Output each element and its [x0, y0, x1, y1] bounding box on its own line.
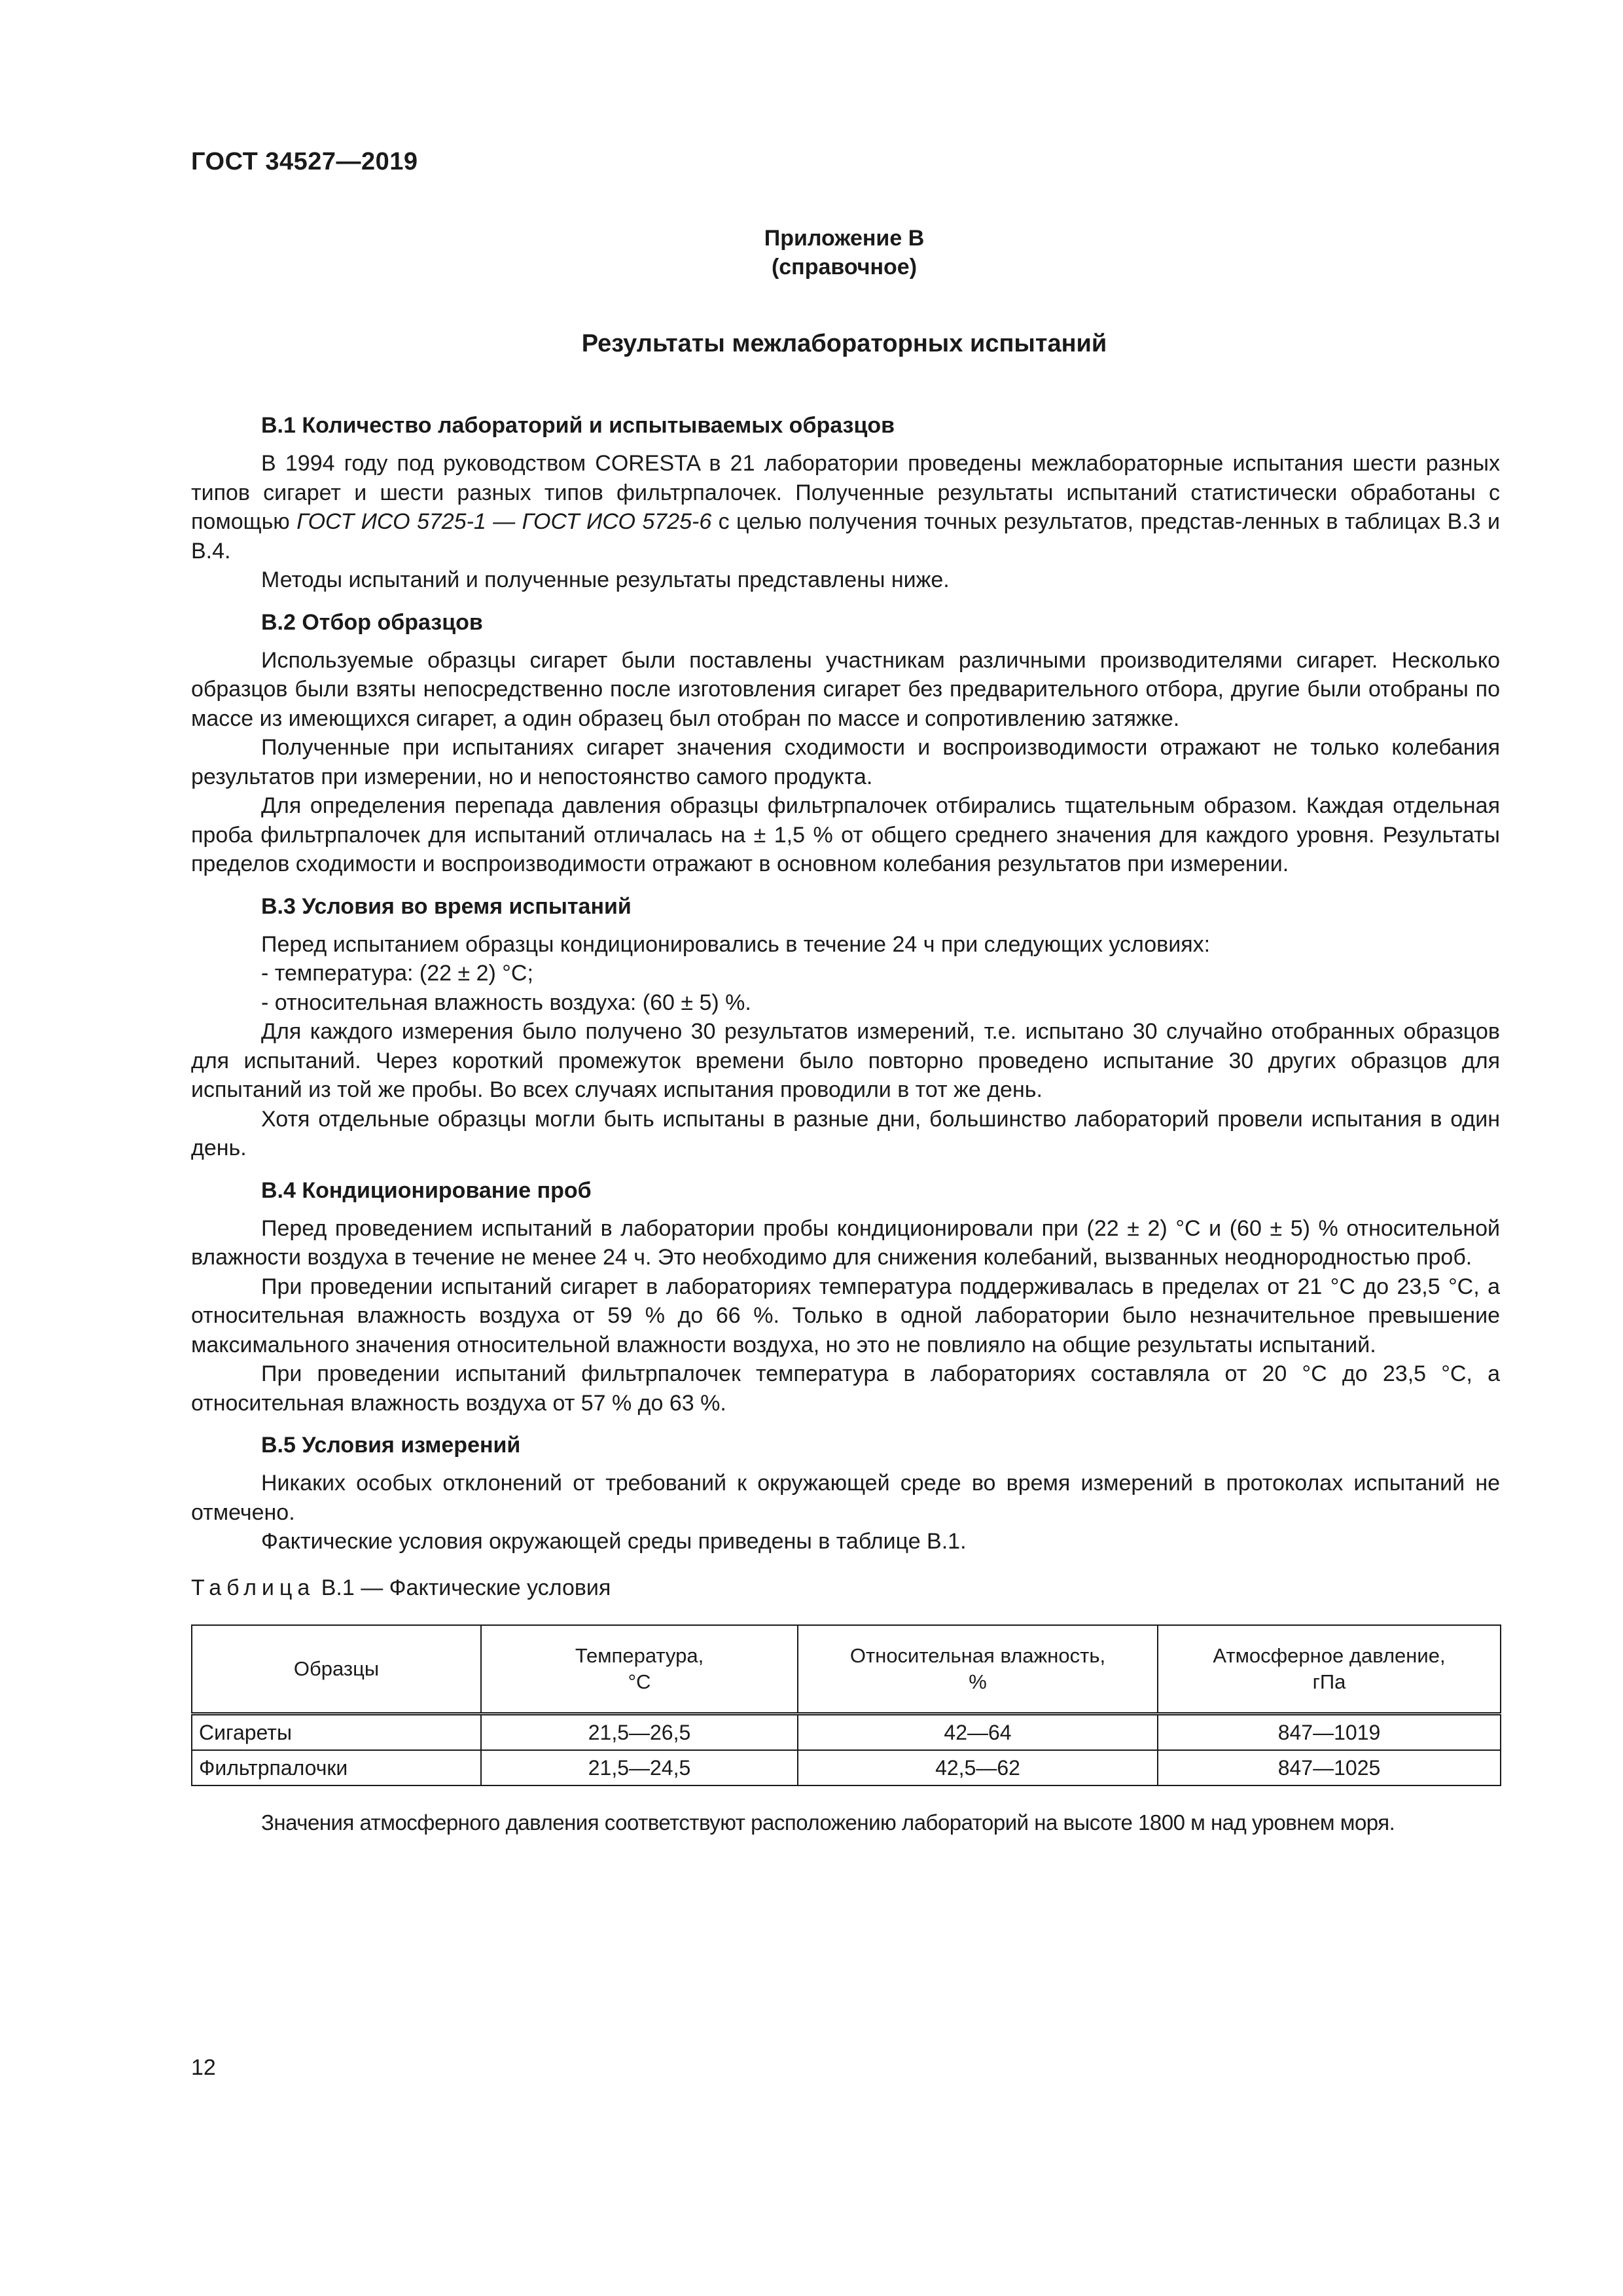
table-cell-pressure: 847—1019 [1158, 1714, 1501, 1751]
table-cell-temperature: 21,5—24,5 [481, 1750, 798, 1785]
standard-reference: ГОСТ ИСО 5725-1 — ГОСТ ИСО 5725-6 [296, 509, 712, 534]
paragraph-b3-1: Перед испытанием образцы кондиционировались в течение 24 ч при следующих условиях: [261, 931, 1211, 957]
list-item-temperature: - температура: (22 ± 2) °С; [261, 961, 533, 986]
table-caption-text: В.1 — Фактические условия [315, 1575, 611, 1600]
appendix-title: Приложение В [764, 226, 925, 251]
header-humidity [798, 1625, 1158, 1714]
document-body [191, 411, 1500, 1838]
page-number: 12 [191, 2055, 216, 2080]
paragraph-b5-1: Никаких особых отклонений от требований к окружающей среде во время измерений в протоколах испытаний не отмечено. [191, 1471, 1500, 1525]
paragraph-b1-2: Методы испытаний и полученные результаты представлены ниже. [261, 567, 950, 592]
header-samples-text: Образцы [293, 1657, 380, 1680]
table-cell-humidity: 42—64 [798, 1714, 1158, 1751]
table-cell-sample: Фильтрпалочки [192, 1750, 481, 1785]
section-heading-b4: В.4 Кондиционирование проб [261, 1177, 592, 1203]
table-row [192, 1750, 1501, 1785]
paragraph-b3-2: Для каждого измерения было получено 30 результатов измерений, т.е. испытано 30 случайно отобранных образцов для испытаний. Через короткий промежуток времени было повторно проведено испытание 30 других образцов для испытаний из той же пробы. Во всех случаях испытания проводили в тот же день. [191, 1019, 1500, 1102]
paragraph-b5-2: Фактические условия окружающей среды приведены в таблице В.1. [261, 1529, 967, 1554]
appendix-main-title: Результаты межлабораторных испытаний [581, 330, 1107, 357]
header-temperature-text: Температура, [575, 1644, 704, 1667]
table-cell-humidity: 42,5—62 [798, 1750, 1158, 1785]
table-caption-label: Таблица [191, 1575, 315, 1600]
paragraph-b1-1-text-a: В 1994 году под руководством CORESTA в 21 лаборатории проведены межлабораторные испытания шести разных типов сигарет и шести разных типов фильтрпалочек. Полученные результаты испытаний статистически обработаны с помощью [191, 451, 1500, 534]
paragraph-b2-3: Для определения перепада давления образцы фильтрпалочек отбирались тщательным образом. Каждая отдельная проба фильтрпалочек для испытаний отличалась на ± 1,5 % от общего среднего значения для каждого уровня. Результаты пределов сходимости и воспроизводимости отражают в основном колебания результатов при измерении. [191, 793, 1500, 876]
header-pressure-unit: гПа [1312, 1670, 1346, 1693]
table-cell-sample: Сигареты [192, 1714, 481, 1751]
table-header-row [192, 1625, 1501, 1714]
section-heading-b1: В.1 Количество лабораторий и испытываемых образцов [261, 413, 895, 438]
paragraph-b4-3: При проведении испытаний фильтрпалочек температура в лабораториях составляла от 20 °С до 23,5 °С, а относительная влажность воздуха от 57 % до 63 %. [191, 1361, 1500, 1416]
table-cell-temperature: 21,5—26,5 [481, 1714, 798, 1751]
document-code: ГОСТ 34527—2019 [191, 148, 418, 175]
conditions-table [191, 1624, 1501, 1786]
table-row [192, 1714, 1501, 1751]
header-temperature-unit: °С [628, 1670, 651, 1693]
section-heading-b2: В.2 Отбор образцов [261, 609, 483, 635]
section-heading-b5: В.5 Условия измерений [261, 1433, 521, 1458]
paragraph-b4-1: Перед проведением испытаний в лаборатории пробы кондиционировали при (22 ± 2) °С и (60 ± 5) % относительной влажности воздуха в течение не менее 24 ч. Это необходимо для снижения колебаний, вызванных неоднородностью проб. [191, 1215, 1500, 1270]
paragraph-b3-3: Хотя отдельные образцы могли быть испытаны в разные дни, большинство лабораторий провели испытания в один день. [191, 1106, 1500, 1160]
table-cell-pressure: 847—1025 [1158, 1750, 1501, 1785]
header-samples [192, 1625, 481, 1714]
header-pressure [1158, 1625, 1501, 1714]
paragraph-b1-1 [191, 449, 1500, 565]
paragraph-b2-1: Используемые образцы сигарет были поставлены участникам различными производителями сигарет. Несколько образцов были взяты непосредственно после изготовления сигарет без предварительного отбора, другие были отобраны по массе из имеющихся сигарет, а один образец был отобран по массе и сопротивлению затяжке. [191, 647, 1500, 731]
paragraph-b2-2: Полученные при испытаниях сигарет значения сходимости и воспроизводимости отражают не только колебания результатов при измерении, но и непостоянство самого продукта. [191, 735, 1500, 789]
header-temperature [481, 1625, 798, 1714]
header-pressure-text: Атмосферное давление, [1213, 1644, 1446, 1667]
list-item-humidity: - относительная влажность воздуха: (60 ± 5) %. [261, 990, 751, 1015]
table-caption [191, 1573, 1500, 1603]
appendix-type: (справочное) [771, 255, 918, 279]
paragraph-b4-2: При проведении испытаний сигарет в лабораториях температура поддерживалась в пределах от 21 °С до 23,5 °С, а относительная влажность воздуха от 59 % до 66 %. Только в одной лаборатории было незначительное превышение максимального значения относительной влажности воздуха, но это не повлияло на общие результаты испытаний. [191, 1274, 1500, 1357]
table-note: Значения атмосферного давления соответствуют расположению лабораторий на высоте 1800 м над уровнем моря. [261, 1810, 1395, 1835]
section-heading-b3: В.3 Условия во время испытаний [261, 893, 632, 919]
header-humidity-unit: % [969, 1670, 987, 1693]
header-humidity-text: Относительная влажность, [849, 1644, 1106, 1667]
paragraph-b1-1-text-b: с целью получения точных результатов, представ-ленных в таблицах В.3 и В.4. [191, 509, 1500, 564]
